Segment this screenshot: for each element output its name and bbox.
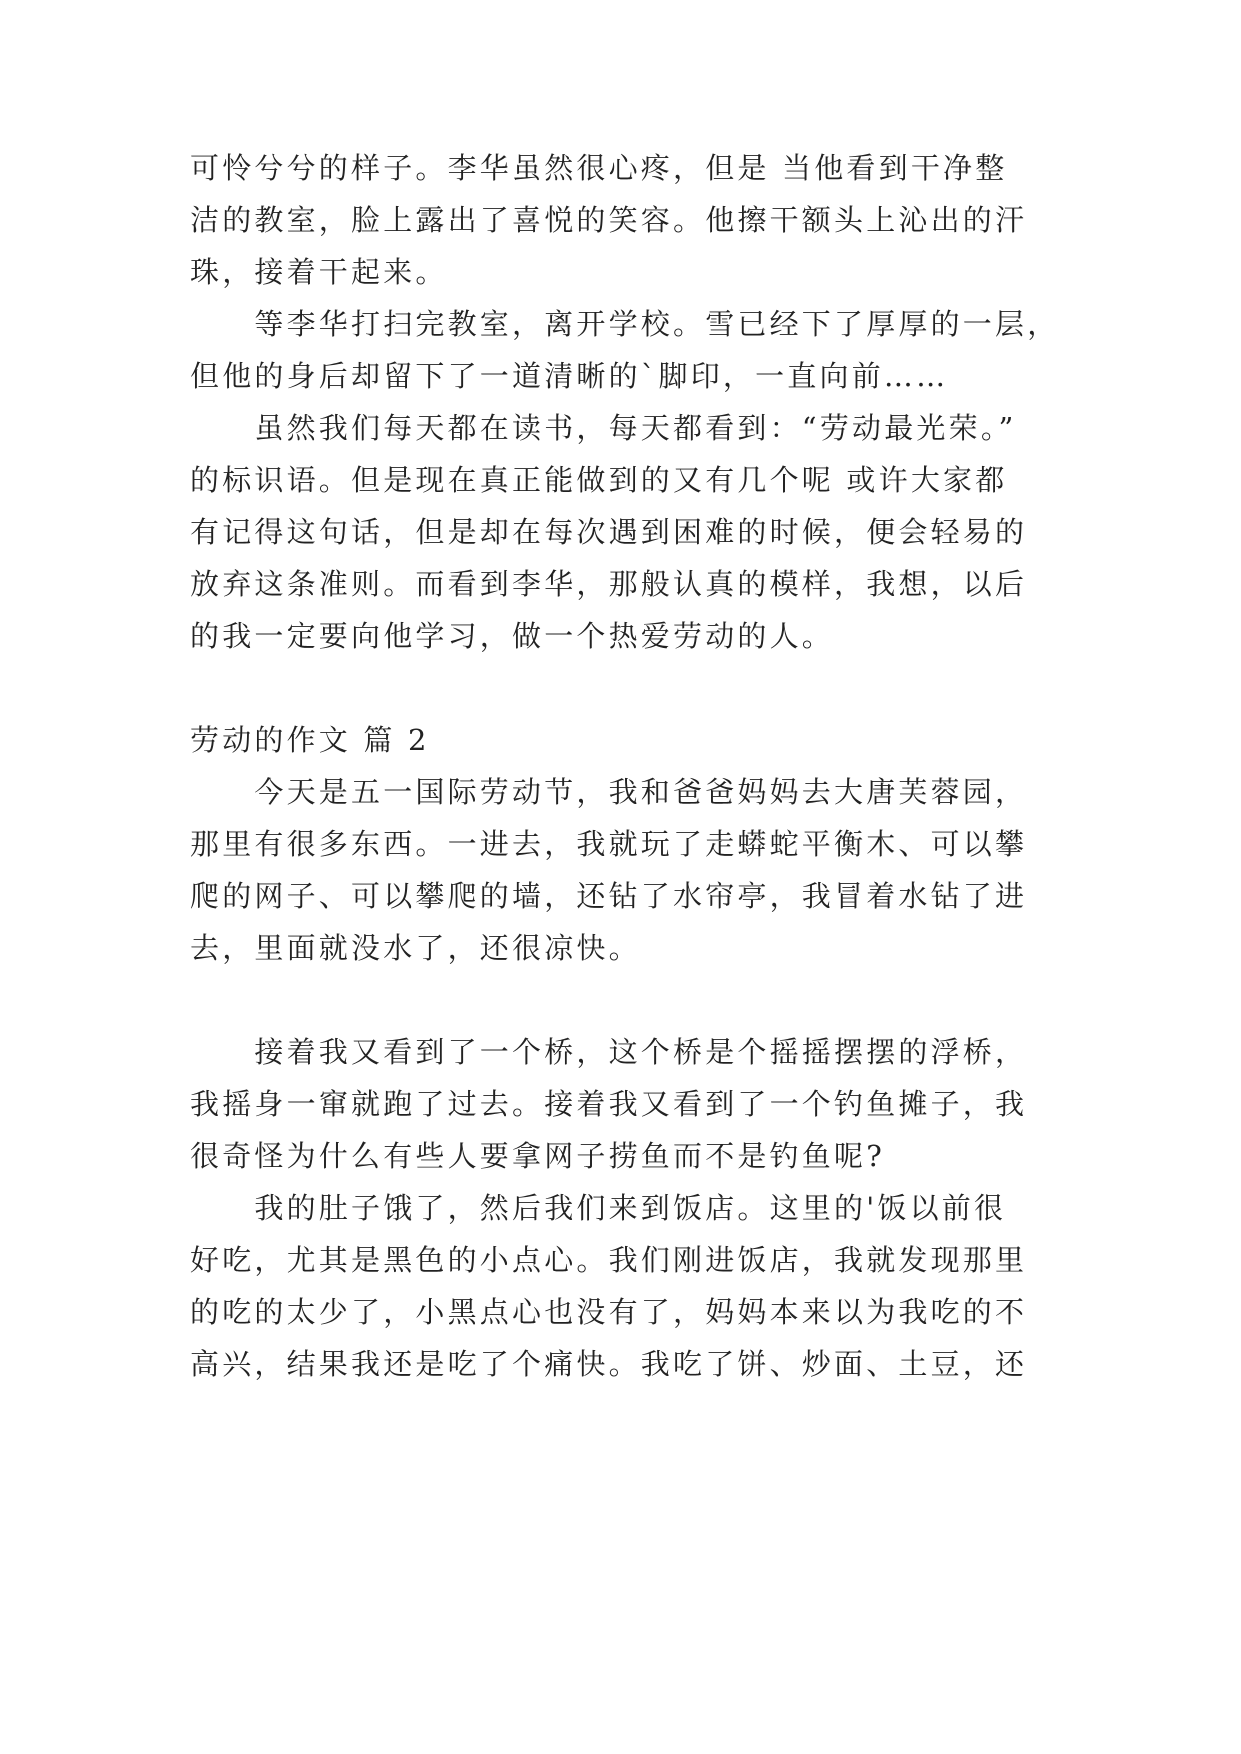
text-line: 高兴，结果我还是吃了个痛快。我吃了饼、炒面、土豆，还 — [190, 1347, 1028, 1381]
text-line: 的标识语。但是现在真正能做到的又有几个呢 或许大家都 — [190, 463, 1008, 497]
text-line: 爬的网子、可以攀爬的墙，还钻了水帘亭，我冒着水钻了进 — [190, 879, 1028, 913]
text-line: 的我一定要向他学习，做一个热爱劳动的人。 — [190, 619, 835, 653]
text-line: 很奇怪为什么有些人要拿网子捞鱼而不是钓鱼呢? — [190, 1139, 885, 1173]
text-line: 有记得这句话，但是却在每次遇到困难的时候，便会轻易的 — [190, 515, 1028, 549]
text-line: 接着我又看到了一个桥，这个桥是个摇摇摆摆的浮桥， — [190, 1035, 1028, 1069]
section-heading: 劳动的作文 篇 2 — [190, 723, 430, 757]
text-line: 好吃，尤其是黑色的小点心。我们刚进饭店，我就发现那里 — [190, 1243, 1028, 1277]
text-line: 虽然我们每天都在读书，每天都看到：“劳动最光荣。” — [190, 411, 1017, 445]
text-line: 今天是五一国际劳动节，我和爸爸妈妈去大唐芙蓉园， — [190, 775, 1028, 809]
text-line: 去，里面就没水了，还很凉快。 — [190, 931, 641, 965]
text-line: 洁的教室，脸上露出了喜悦的笑容。他擦干额头上沁出的汗 — [190, 203, 1028, 237]
text-line: 珠，接着干起来。 — [190, 255, 448, 289]
text-line: 放弃这条准则。而看到李华，那般认真的模样，我想，以后 — [190, 567, 1028, 601]
text-line: 那里有很多东西。一进去，我就玩了走蟒蛇平衡木、可以攀 — [190, 827, 1028, 861]
text-line: 的吃的太少了，小黑点心也没有了，妈妈本来以为我吃的不 — [190, 1295, 1028, 1329]
text-line: 但他的身后却留下了一道清晰的`脚印，一直向前…… — [190, 359, 949, 393]
text-line: 我的肚子饿了，然后我们来到饭店。这里的'饭以前很 — [190, 1191, 1007, 1225]
text-line: 等李华打扫完教室，离开学校。雪已经下了厚厚的一层， — [190, 307, 1060, 341]
text-line: 可怜兮兮的样子。李华虽然很心疼，但是 当他看到干净整 — [190, 151, 1008, 185]
text-line: 我摇身一窜就跑了过去。接着我又看到了一个钓鱼摊子，我 — [190, 1087, 1028, 1121]
